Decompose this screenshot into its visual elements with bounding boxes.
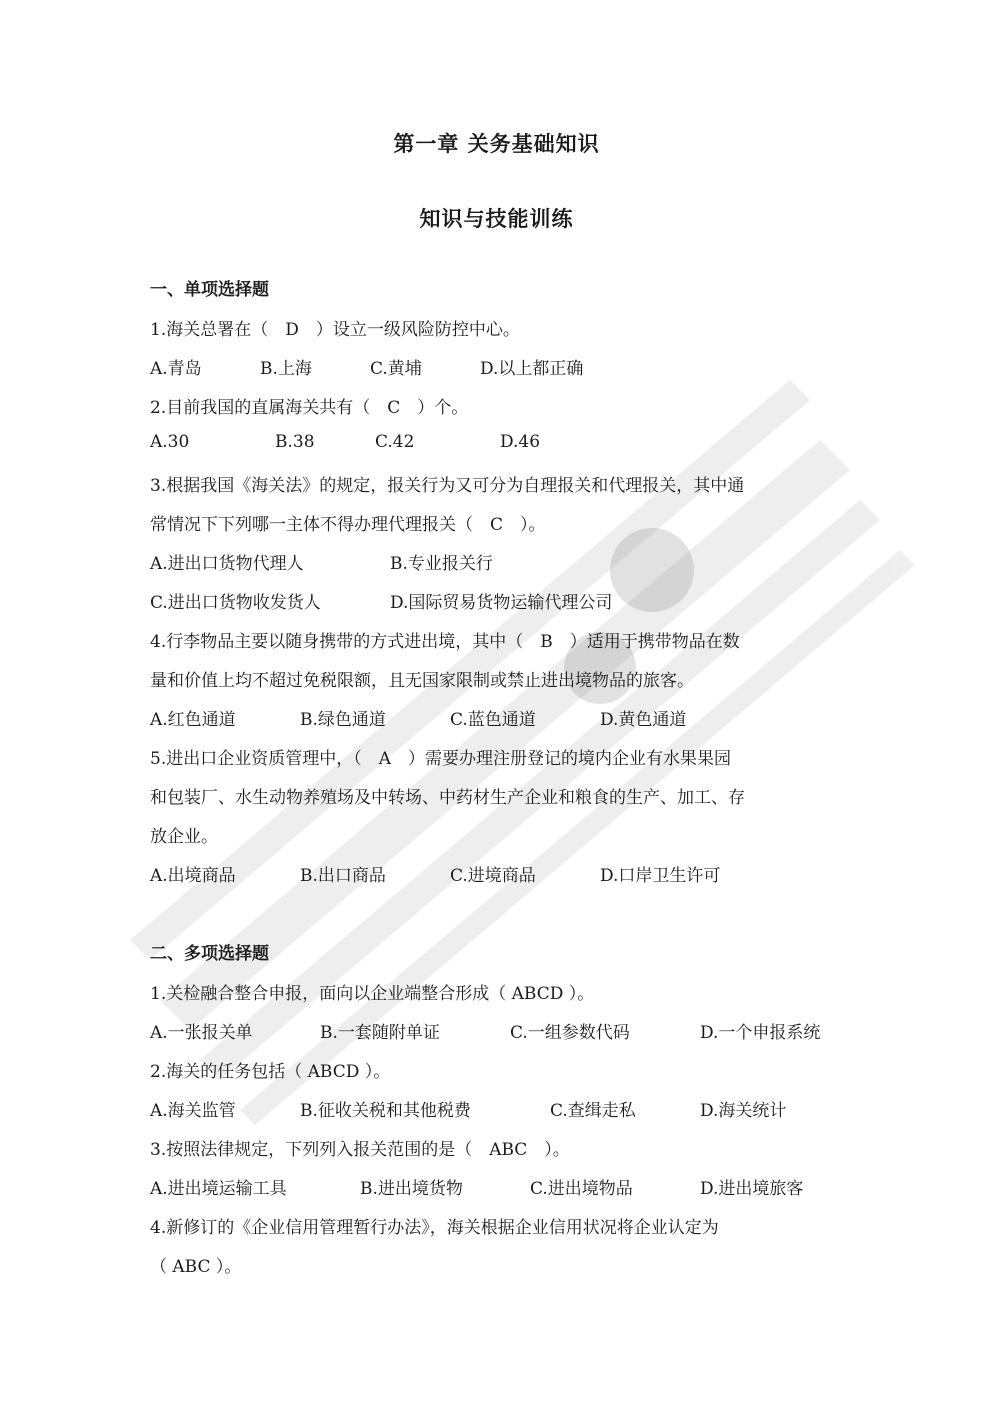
option-a: A.进出口货物代理人: [150, 554, 304, 574]
option-a: A.青岛: [150, 359, 202, 379]
option-c: C.一组参数代码: [510, 1023, 630, 1043]
option-d: D.国际贸易货物运输代理公司: [390, 593, 613, 613]
question-text: 常情况下下列哪一主体不得办理代理报关（ C ）。: [150, 515, 546, 535]
question-text: 5.进出口企业资质管理中，（ A ）需要办理注册登记的境内企业有水果果园: [150, 749, 731, 769]
question-text: 3.按照法律规定，下列列入报关范围的是（ ABC ）。: [150, 1140, 570, 1160]
option-a: A.出境商品: [150, 866, 236, 886]
question-text: 2.海关的任务包括（ ABCD ）。: [150, 1062, 391, 1082]
option-d: D.46: [500, 432, 541, 452]
option-a: A.一张报关单: [150, 1023, 253, 1043]
chapter-title: 第一章 关务基础知识: [393, 132, 600, 156]
option-c: C.42: [375, 432, 415, 452]
section-subtitle: 知识与技能训练: [419, 207, 574, 231]
option-a: A.进出境运输工具: [150, 1179, 287, 1199]
single-choice-heading: 一、单项选择题: [150, 280, 269, 300]
question-text: 3.根据我国《海关法》的规定，报关行为又可分为自理报关和代理报关，其中通: [150, 476, 745, 496]
option-a: A.红色通道: [150, 710, 236, 730]
question-text: 量和价值上均不超过免税限额，且无国家限制或禁止进出境物品的旅客。: [150, 671, 694, 691]
option-c: C.进出口货物收发货人: [150, 593, 321, 613]
multiple-choice-heading: 二、多项选择题: [150, 944, 269, 964]
option-c: C.黄埔: [370, 359, 422, 379]
option-d: D.进出境旅客: [700, 1179, 804, 1199]
option-c: C.进境商品: [450, 866, 536, 886]
option-d: D.海关统计: [700, 1101, 787, 1121]
question-text: 4.行李物品主要以随身携带的方式进出境，其中（ B ）适用于携带物品在数: [150, 632, 740, 652]
question-text: 1.海关总署在（ D ）设立一级风险防控中心。: [150, 320, 520, 340]
option-c: C.查缉走私: [550, 1101, 636, 1121]
question-text: （ ABC ）。: [150, 1257, 242, 1277]
option-b: B.绿色通道: [300, 710, 386, 730]
option-b: B.征收关税和其他税费: [300, 1101, 471, 1121]
question-text: 2.目前我国的直属海关共有（ C ）个。: [150, 398, 469, 418]
question-text: 和包装厂、水生动物养殖场及中转场、中药材生产企业和粮食的生产、加工、存: [150, 788, 745, 808]
question-text: 放企业。: [150, 827, 218, 847]
option-b: B.出口商品: [300, 866, 386, 886]
option-b: B.上海: [260, 359, 312, 379]
option-b: B.一套随附单证: [320, 1023, 440, 1043]
option-a: A.30: [150, 432, 190, 452]
option-d: D.黄色通道: [600, 710, 687, 730]
question-text: 1.关检融合整合申报，面向以企业端整合形成（ ABCD ）。: [150, 984, 595, 1004]
option-d: D.以上都正确: [480, 359, 584, 379]
option-a: A.海关监管: [150, 1101, 236, 1121]
option-b: B.专业报关行: [390, 554, 493, 574]
question-text: 4.新修订的《企业信用管理暂行办法》，海关根据企业信用状况将企业认定为: [150, 1218, 719, 1238]
option-b: B.38: [275, 432, 315, 452]
option-d: D.一个申报系统: [700, 1023, 821, 1043]
option-c: C.蓝色通道: [450, 710, 536, 730]
option-c: C.进出境物品: [530, 1179, 633, 1199]
option-b: B.进出境货物: [360, 1179, 463, 1199]
option-d: D.口岸卫生许可: [600, 866, 721, 886]
